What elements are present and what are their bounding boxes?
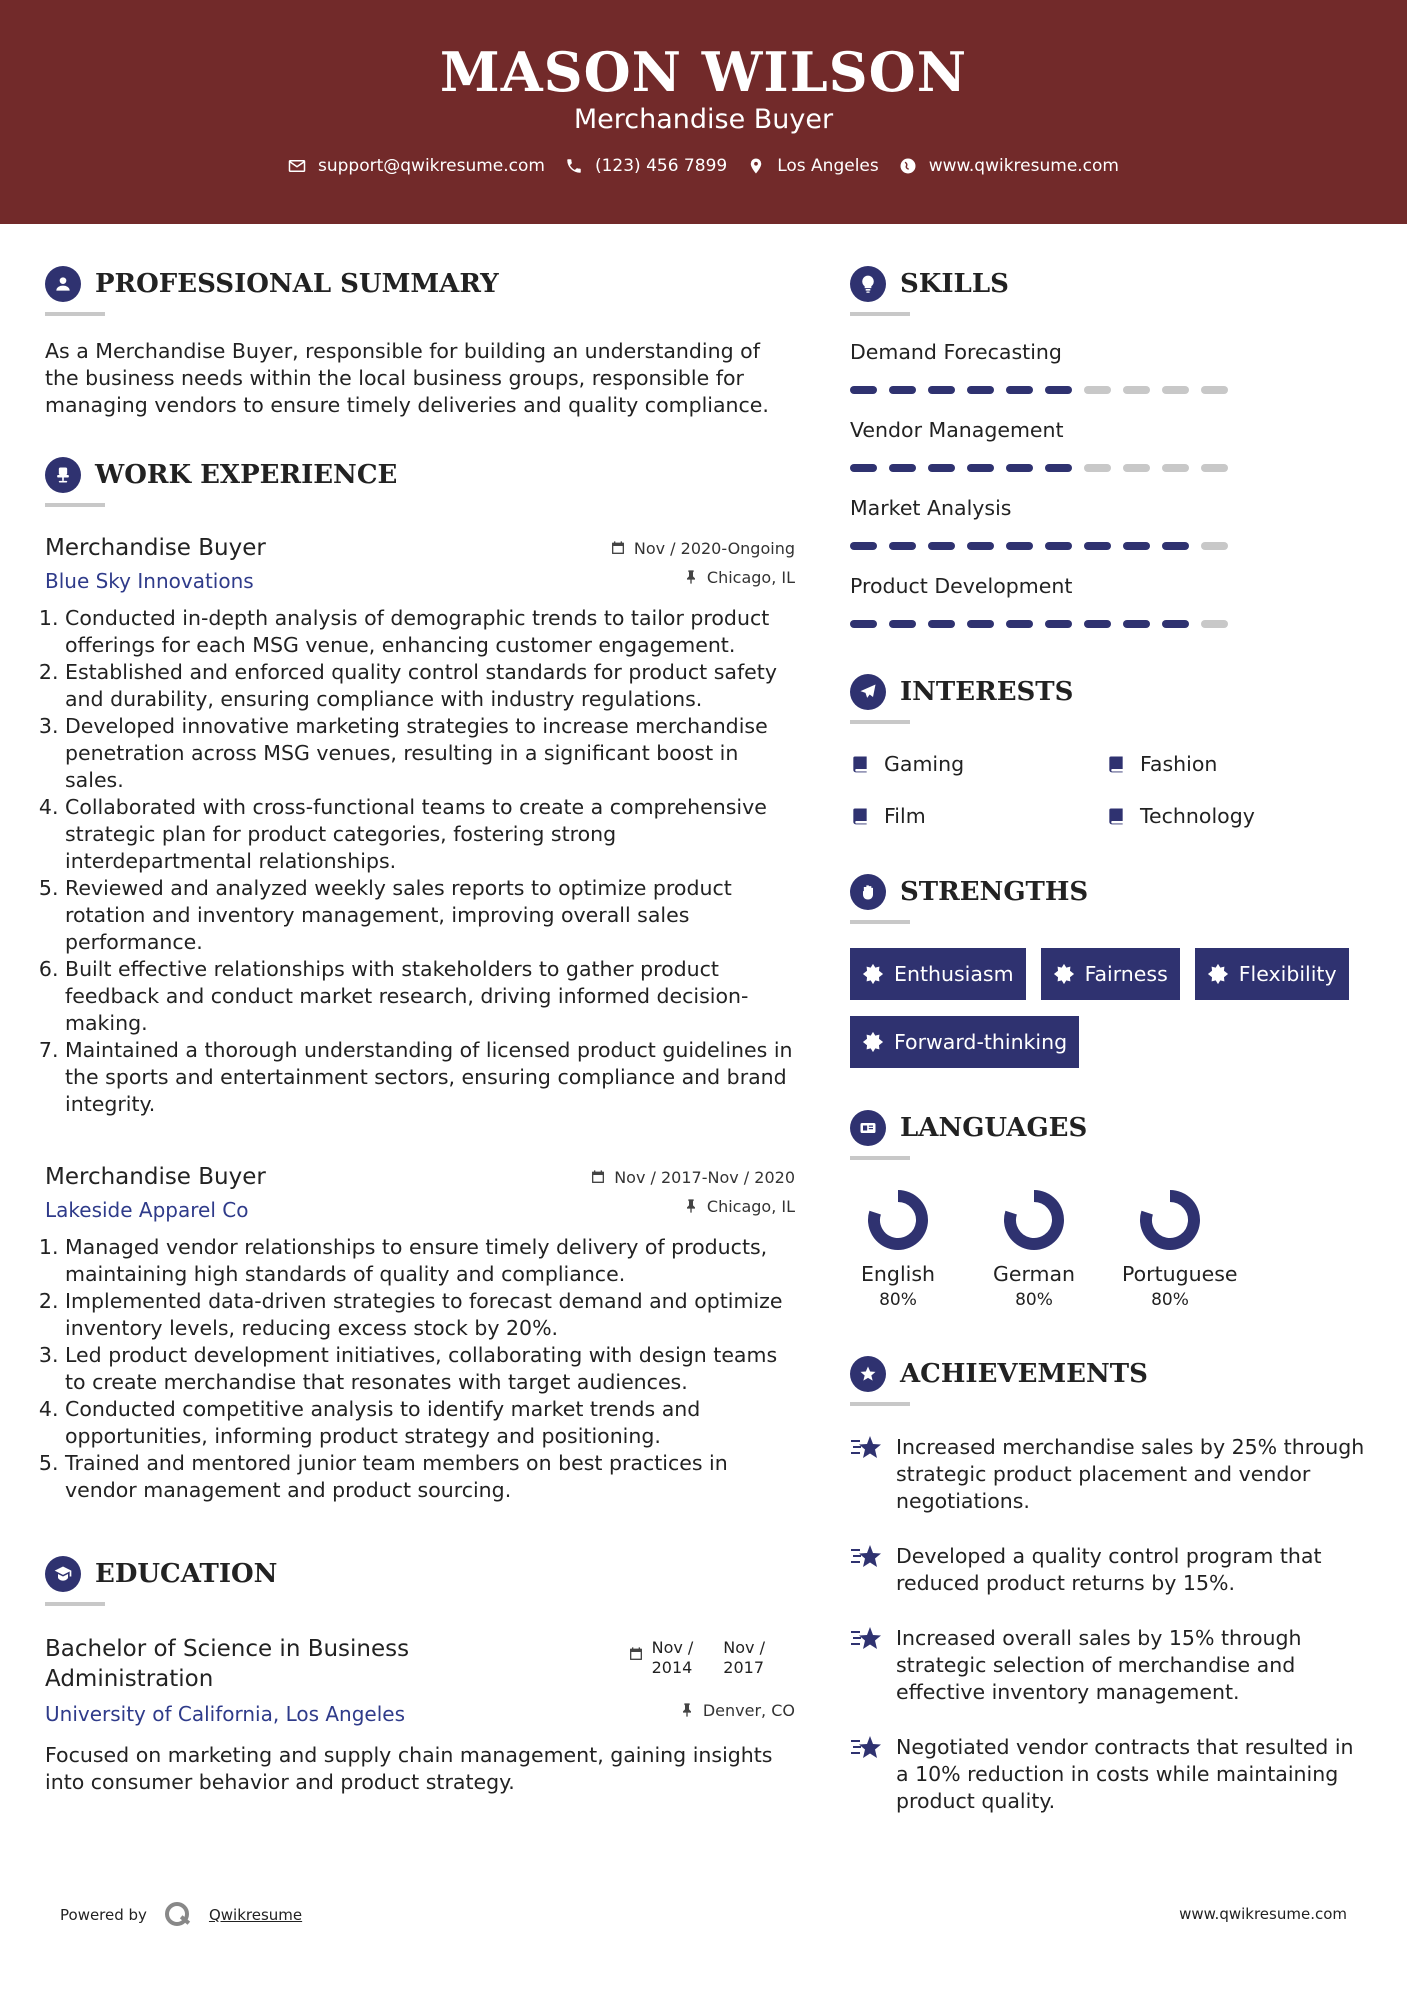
skill-rating-dot xyxy=(928,386,955,394)
skill-rating-dot xyxy=(1045,620,1072,628)
calendar-icon xyxy=(628,1646,644,1662)
badge-icon xyxy=(862,1031,884,1053)
job-bullets xyxy=(45,1234,795,1504)
language-gauge xyxy=(1138,1188,1202,1252)
skill-rating-dot xyxy=(1162,464,1189,472)
location-text: Los Angeles xyxy=(777,156,879,176)
job-dates xyxy=(610,539,795,558)
job-title: Merchandise Buyer xyxy=(45,535,266,561)
qwikresume-logo-icon xyxy=(163,1900,193,1930)
strength-label: Fairness xyxy=(1084,962,1168,986)
end-date-line: Nov / xyxy=(723,1638,765,1657)
list-item: 7. Maintained a thorough understanding of licensed product guidelines in the sports and entertainment sectors, ensuring compliance and brand integrity. xyxy=(65,1037,795,1118)
skill-name: Vendor Management xyxy=(850,418,1064,442)
skill-rating-dot xyxy=(850,464,877,472)
interest-item xyxy=(1106,804,1362,828)
job-dates-text: Nov / 2020-Ongoing xyxy=(633,538,795,558)
skill-rating-dot xyxy=(1084,464,1111,472)
education-location-text: Denver, CO xyxy=(702,1700,795,1720)
left-column xyxy=(45,260,795,1796)
language-name: English xyxy=(860,1262,936,1286)
language-item xyxy=(850,1188,946,1310)
interest-label: Fashion xyxy=(1140,752,1218,776)
job-location xyxy=(683,568,795,587)
strength-label: Flexibility xyxy=(1238,962,1337,986)
skill-rating-dot xyxy=(889,386,916,394)
shooting-star-icon xyxy=(850,1734,882,1762)
book-icon xyxy=(850,754,870,774)
section-title: INTERESTS xyxy=(900,677,1074,707)
language-gauge xyxy=(1002,1188,1066,1252)
skill-item xyxy=(850,340,1370,394)
skill-name: Product Development xyxy=(850,574,1073,598)
skill-rating-dot xyxy=(1162,542,1189,550)
skill-rating-dot xyxy=(1045,542,1072,550)
job-entry xyxy=(45,535,795,1118)
job-title: Merchandise Buyer xyxy=(45,1164,266,1190)
skill-rating-dot xyxy=(1201,542,1228,550)
skill-rating-dot xyxy=(850,542,877,550)
right-column xyxy=(850,260,1370,1815)
skill-rating-dot xyxy=(1006,464,1033,472)
section-divider xyxy=(850,312,910,316)
interest-label: Gaming xyxy=(884,752,965,776)
strengths-list xyxy=(850,948,1380,1068)
list-item: 4. Collaborated with cross-functional teams to create a comprehensive strategic plan for product categories, fostering strong interdepartmental relationships. xyxy=(65,794,795,875)
interest-label: Technology xyxy=(1140,804,1255,828)
section-divider xyxy=(45,503,105,507)
candidate-role: Merchandise Buyer xyxy=(573,104,834,135)
achievement-item xyxy=(850,1434,1370,1515)
start-date-line: 2014 xyxy=(651,1658,693,1677)
language-card-icon xyxy=(850,1110,886,1146)
skill-rating-dot xyxy=(1045,386,1072,394)
company-name: Blue Sky Innovations xyxy=(45,569,254,593)
envelope-icon xyxy=(288,157,306,175)
experience-section xyxy=(45,451,795,1504)
skill-rating xyxy=(850,620,1370,628)
strengths-section xyxy=(850,868,1370,1068)
summary-section xyxy=(45,260,795,419)
section-divider xyxy=(850,1402,910,1406)
list-item: 2. Implemented data-driven strategies to forecast demand and optimize inventory levels, reducing excess stock by 20%. xyxy=(65,1288,795,1342)
skill-rating-dot xyxy=(967,542,994,550)
education-text: Focused on marketing and supply chain management, gaining insights into consumer behavior and product strategy. xyxy=(45,1743,773,1794)
section-divider xyxy=(45,1602,105,1606)
job-bullets xyxy=(45,605,795,1118)
section-divider xyxy=(850,920,910,924)
skill-rating-dot xyxy=(928,464,955,472)
paper-plane-icon xyxy=(850,674,886,710)
achievement-text: Developed a quality control program that reduced product returns by 15%. xyxy=(896,1544,1322,1595)
skill-rating xyxy=(850,464,1370,472)
website-text: www.qwikresume.com xyxy=(928,156,1119,176)
interests-section xyxy=(850,668,1370,828)
badge-icon xyxy=(1053,963,1075,985)
skill-rating-dot xyxy=(889,464,916,472)
skill-rating-dot xyxy=(1006,542,1033,550)
badge-icon xyxy=(862,963,884,985)
skill-rating-dot xyxy=(1084,620,1111,628)
skills-list xyxy=(850,340,1370,628)
section-title: SKILLS xyxy=(900,269,1009,299)
job-location-text: Chicago, IL xyxy=(706,567,795,587)
list-item: 5. Trained and mentored junior team members on best practices in vendor management and product sourcing. xyxy=(65,1450,795,1504)
skill-name: Market Analysis xyxy=(850,496,1012,520)
job-dates-text: Nov / 2017-Nov / 2020 xyxy=(614,1167,795,1187)
section-title: PROFESSIONAL SUMMARY xyxy=(95,269,499,299)
end-date-line: 2017 xyxy=(723,1658,765,1677)
section-title: WORK EXPERIENCE xyxy=(95,460,398,490)
calendar-icon xyxy=(610,540,626,556)
star-badge-icon xyxy=(850,1356,886,1392)
education-dates xyxy=(628,1638,765,1694)
skill-rating-dot xyxy=(1123,620,1150,628)
shooting-star-icon xyxy=(850,1625,882,1653)
section-title: STRENGTHS xyxy=(900,877,1089,907)
degree-title: Bachelor of Science in Business Administration xyxy=(45,1636,410,1692)
skill-rating xyxy=(850,386,1370,394)
contact-email[interactable] xyxy=(288,156,545,176)
job-location xyxy=(683,1197,795,1216)
powered-label: Powered by xyxy=(60,1906,147,1924)
strength-label: Forward-thinking xyxy=(894,1030,1068,1054)
skill-name: Demand Forecasting xyxy=(850,340,1062,364)
education-section xyxy=(45,1550,795,1796)
skill-rating xyxy=(850,542,1370,550)
language-level: 80% xyxy=(1151,1290,1189,1310)
contact-phone[interactable] xyxy=(565,156,727,176)
globe-icon xyxy=(899,157,917,175)
achievement-item xyxy=(850,1543,1370,1597)
languages-list xyxy=(850,1188,1370,1310)
interest-label: Film xyxy=(884,804,926,828)
list-item: 2. Established and enforced quality control standards for product safety and durability, ensuring compliance with industry regulations. xyxy=(65,659,795,713)
language-gauge xyxy=(866,1188,930,1252)
language-level: 80% xyxy=(1015,1290,1053,1310)
skill-rating-dot xyxy=(1201,620,1228,628)
skill-item xyxy=(850,418,1370,472)
book-icon xyxy=(1106,806,1126,826)
pushpin-icon xyxy=(683,1198,699,1214)
school-name: University of California, Los Angeles xyxy=(45,1702,406,1726)
interest-item xyxy=(850,752,1106,776)
section-divider xyxy=(850,1156,910,1160)
language-item xyxy=(986,1188,1082,1310)
skill-rating-dot xyxy=(1006,620,1033,628)
skill-item xyxy=(850,496,1370,550)
briefcase-chair-icon xyxy=(45,457,81,493)
skill-rating-dot xyxy=(1201,386,1228,394)
brand-link[interactable]: Qwikresume xyxy=(208,1906,303,1924)
skill-rating-dot xyxy=(1123,386,1150,394)
contact-website[interactable] xyxy=(899,156,1119,176)
skill-rating-dot xyxy=(850,386,877,394)
candidate-name: MASON WILSON xyxy=(439,40,968,104)
section-title: ACHIEVEMENTS xyxy=(900,1359,1148,1389)
book-icon xyxy=(850,806,870,826)
strength-chip xyxy=(1041,948,1180,1000)
skill-rating-dot xyxy=(850,620,877,628)
phone-text: (123) 456 7899 xyxy=(594,156,728,176)
list-item: 3. Led product development initiatives, collaborating with design teams to create merchandise that resonates with target audiences. xyxy=(65,1342,795,1396)
strength-chip xyxy=(1195,948,1349,1000)
company-name: Lakeside Apparel Co xyxy=(45,1198,249,1222)
skill-rating-dot xyxy=(1006,386,1033,394)
languages-section xyxy=(850,1104,1370,1310)
section-divider xyxy=(850,720,910,724)
pushpin-icon xyxy=(683,569,699,585)
resume-header xyxy=(0,0,1407,224)
list-item: 5. Reviewed and analyzed weekly sales reports to optimize product rotation and inventory management, improving overall sales performance. xyxy=(65,875,795,956)
badge-icon xyxy=(1207,963,1229,985)
skill-rating-dot xyxy=(1123,542,1150,550)
job-dates xyxy=(590,1168,795,1187)
skill-rating-dot xyxy=(1201,464,1228,472)
skill-rating-dot xyxy=(889,542,916,550)
job-location-text: Chicago, IL xyxy=(706,1196,795,1216)
job-entry xyxy=(45,1164,795,1504)
skill-rating-dot xyxy=(967,386,994,394)
lightbulb-icon xyxy=(850,266,886,302)
language-level: 80% xyxy=(879,1290,917,1310)
list-item: 6. Built effective relationships with stakeholders to gather product feedback and conduct market research, driving informed decision-making. xyxy=(65,956,795,1037)
skill-rating-dot xyxy=(967,464,994,472)
education-location xyxy=(679,1701,795,1720)
section-title: LANGUAGES xyxy=(900,1113,1088,1143)
map-pin-icon xyxy=(747,157,765,175)
achievement-text: Increased merchandise sales by 25% through strategic product placement and vendor negotiations. xyxy=(896,1435,1365,1513)
strength-chip xyxy=(850,948,1026,1000)
skill-rating-dot xyxy=(889,620,916,628)
book-icon xyxy=(1106,754,1126,774)
shooting-star-icon xyxy=(850,1434,882,1462)
calendar-icon xyxy=(590,1169,606,1185)
skill-rating-dot xyxy=(1045,464,1072,472)
footer-powered xyxy=(60,1900,302,1930)
user-icon xyxy=(45,266,81,302)
contact-location xyxy=(747,156,879,176)
shooting-star-icon xyxy=(850,1543,882,1571)
strength-label: Enthusiasm xyxy=(894,962,1014,986)
fist-icon xyxy=(850,874,886,910)
section-divider xyxy=(45,312,105,316)
skill-rating-dot xyxy=(1162,386,1189,394)
footer-website[interactable]: www.qwikresume.com xyxy=(1179,1905,1347,1923)
pushpin-icon xyxy=(679,1702,695,1718)
graduate-icon xyxy=(45,1556,81,1592)
list-item: 4. Conducted competitive analysis to identify market trends and opportunities, informing product strategy and positioning. xyxy=(65,1396,795,1450)
skill-item xyxy=(850,574,1370,628)
language-name: Portuguese xyxy=(1122,1262,1238,1286)
strength-chip xyxy=(850,1016,1079,1068)
skill-rating-dot xyxy=(1123,464,1150,472)
skill-rating-dot xyxy=(928,620,955,628)
achievements-section xyxy=(850,1350,1370,1815)
language-name: German xyxy=(992,1262,1076,1286)
contact-bar xyxy=(0,156,1407,176)
interest-item xyxy=(850,804,1106,828)
summary-text: As a Merchandise Buyer, responsible for building an understanding of the business needs within the local business groups, responsible for managing vendors to ensure timely deliveries and quality compliance. xyxy=(45,339,769,417)
achievement-text: Negotiated vendor contracts that resulted in a 10% reduction in costs while maintaining product quality. xyxy=(896,1735,1354,1813)
list-item: 1. Conducted in-depth analysis of demographic trends to tailor product offerings for each MSG venue, enhancing customer engagement. xyxy=(65,605,795,659)
start-date-line: Nov / xyxy=(651,1638,694,1657)
skills-section xyxy=(850,260,1370,628)
skill-rating-dot xyxy=(1084,386,1111,394)
skill-rating-dot xyxy=(1162,620,1189,628)
list-item: 3. Developed innovative marketing strategies to increase merchandise penetration across MSG venues, resulting in a significant boost in sales. xyxy=(65,713,795,794)
skill-rating-dot xyxy=(1084,542,1111,550)
skill-rating-dot xyxy=(967,620,994,628)
interests-grid xyxy=(850,752,1370,828)
email-text: support@qwikresume.com xyxy=(318,156,545,176)
interest-item xyxy=(1106,752,1362,776)
achievement-item xyxy=(850,1734,1370,1815)
section-title: EDUCATION xyxy=(95,1559,278,1589)
phone-icon xyxy=(565,157,583,175)
achievement-text: Increased overall sales by 15% through strategic selection of merchandise and effective inventory management. xyxy=(896,1626,1302,1704)
skill-rating-dot xyxy=(928,542,955,550)
achievement-item xyxy=(850,1625,1370,1706)
language-item xyxy=(1122,1188,1238,1310)
list-item: 1. Managed vendor relationships to ensure timely delivery of products, maintaining high standards of quality and compliance. xyxy=(65,1234,795,1288)
